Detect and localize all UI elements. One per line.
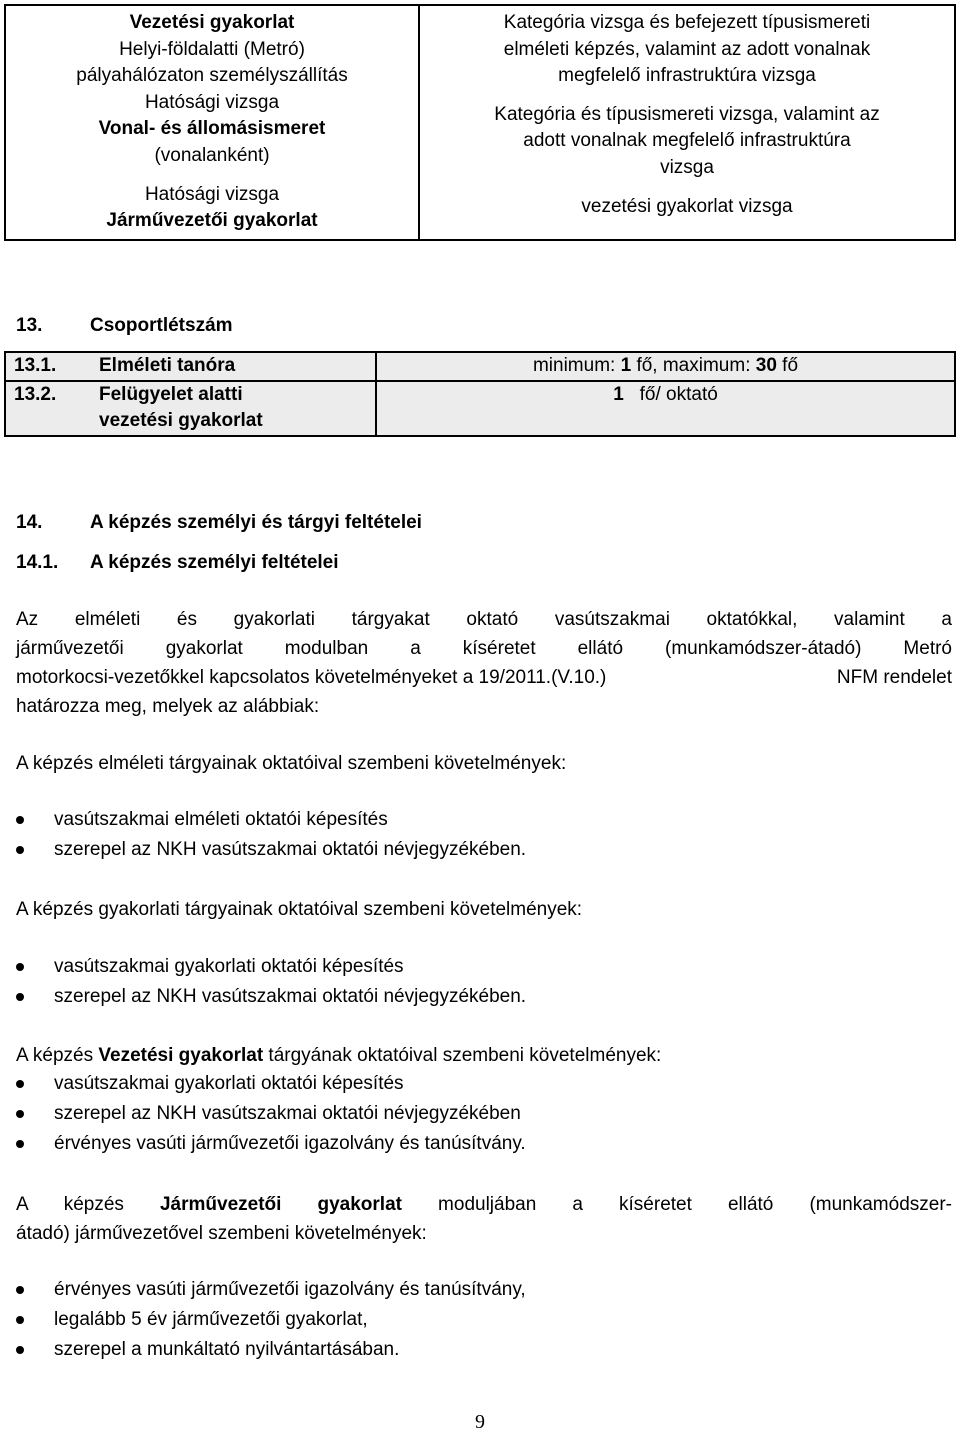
- left-line-title: Járművezetői gyakorlat: [106, 210, 318, 232]
- list-item: vasútszakmai gyakorlati oktatói képesítés: [16, 952, 946, 982]
- list-item: szerepel az NKH vasútszakmai oktatói névjegyzékében.: [16, 982, 946, 1012]
- left-line: Hatósági vizsga: [144, 91, 280, 113]
- exam-table-left-cell: [5, 5, 419, 240]
- intro-paragraph: Az elméleti és gyakorlati tárgyakat oktató vasútszakmai oktatókkal, valamint a járművezetői gyakorlat modulban a kíséretet ellátó (munkamódszer-átadó) Metró motorkocsi-vezetőkkel kapcsolatos követelményeket a 19/2011.(V.10.) NFM rendelet határozza meg, melyek az alábbiak:: [16, 609, 952, 717]
- theory-requirements-list: [16, 805, 946, 865]
- list-item: érvényes vasúti járművezetői igazolvány és tanúsítvány,: [16, 1275, 946, 1305]
- list-item: érvényes vasúti járművezetői igazolvány és tanúsítvány.: [16, 1129, 946, 1159]
- page-number: 9: [475, 1411, 485, 1433]
- section-14-heading: 14. A képzés személyi és tárgyi feltételei: [16, 512, 422, 533]
- right-line: vizsga: [660, 156, 714, 178]
- theory-group-size: minimum: 1 fő, maximum: 30 fő: [376, 352, 955, 381]
- list-item: legalább 5 év járművezetői gyakorlat,: [16, 1305, 946, 1335]
- right-line: adott vonalnak megfelelő infrastruktúra: [523, 130, 851, 152]
- exam-table-right-cell: [419, 5, 955, 240]
- practice-requirements-list: [16, 952, 946, 1012]
- right-line: vezetési gyakorlat vizsga: [581, 195, 793, 217]
- right-line: elméleti képzés, valamint az adott vonalnak: [503, 38, 871, 60]
- driving-requirements-list: [16, 1069, 946, 1159]
- right-line: megfelelő infrastruktúra vizsga: [558, 65, 816, 87]
- section-13-heading: 13. Csoportlétszám: [16, 315, 233, 336]
- table-row: 13.1. Elméleti tanóra minimum: 1 fő, maximum: 30 fő: [5, 352, 955, 381]
- right-line: Kategória és típusismereti vizsga, valamint az: [494, 103, 880, 125]
- list-item: vasútszakmai gyakorlati oktatói képesítés: [16, 1069, 946, 1099]
- list-item: szerepel a munkáltató nyilvántartásában.: [16, 1335, 946, 1365]
- section-14-1-heading: 14.1. A képzés személyi feltételei: [16, 552, 339, 573]
- table-row: 13.2. Felügyelet alatti vezetési gyakorlat 1 fő/ oktató: [5, 381, 955, 436]
- list-item: szerepel az NKH vasútszakmai oktatói névjegyzékében.: [16, 835, 946, 865]
- left-line-title: Vonal- és állomásismeret: [98, 118, 326, 140]
- left-line: Hatósági vizsga: [144, 183, 280, 205]
- driving-requirements-intro: A képzés Vezetési gyakorlat tárgyának oktatóival szembeni követelmények:: [16, 1045, 662, 1066]
- left-line: Helyi-földalatti (Metró): [119, 38, 305, 60]
- practice-group-size: 1 fő/ oktató: [613, 383, 718, 405]
- list-item: szerepel az NKH vasútszakmai oktatói névjegyzékében: [16, 1099, 946, 1129]
- left-line-title: Vezetési gyakorlat: [129, 12, 295, 33]
- group-size-table: [4, 351, 956, 437]
- exam-table: [4, 4, 956, 241]
- escort-requirements-intro: A képzés Járművezetői gyakorlat moduljában a kíséretet ellátó (munkamódszer- átadó) járművezetővel szembeni követelmények:: [16, 1194, 952, 1244]
- right-line: Kategória vizsga és befejezett típusismereti: [503, 12, 871, 33]
- practice-requirements-intro: A képzés gyakorlati tárgyainak oktatóival szembeni követelmények:: [16, 899, 583, 920]
- left-line: pályahálózaton személyszállítás: [76, 65, 348, 87]
- left-line: (vonalanként): [154, 144, 270, 166]
- escort-requirements-list: [16, 1275, 946, 1365]
- theory-requirements-intro: A képzés elméleti tárgyainak oktatóival szembeni követelmények:: [16, 753, 567, 774]
- list-item: vasútszakmai elméleti oktatói képesítés: [16, 805, 946, 835]
